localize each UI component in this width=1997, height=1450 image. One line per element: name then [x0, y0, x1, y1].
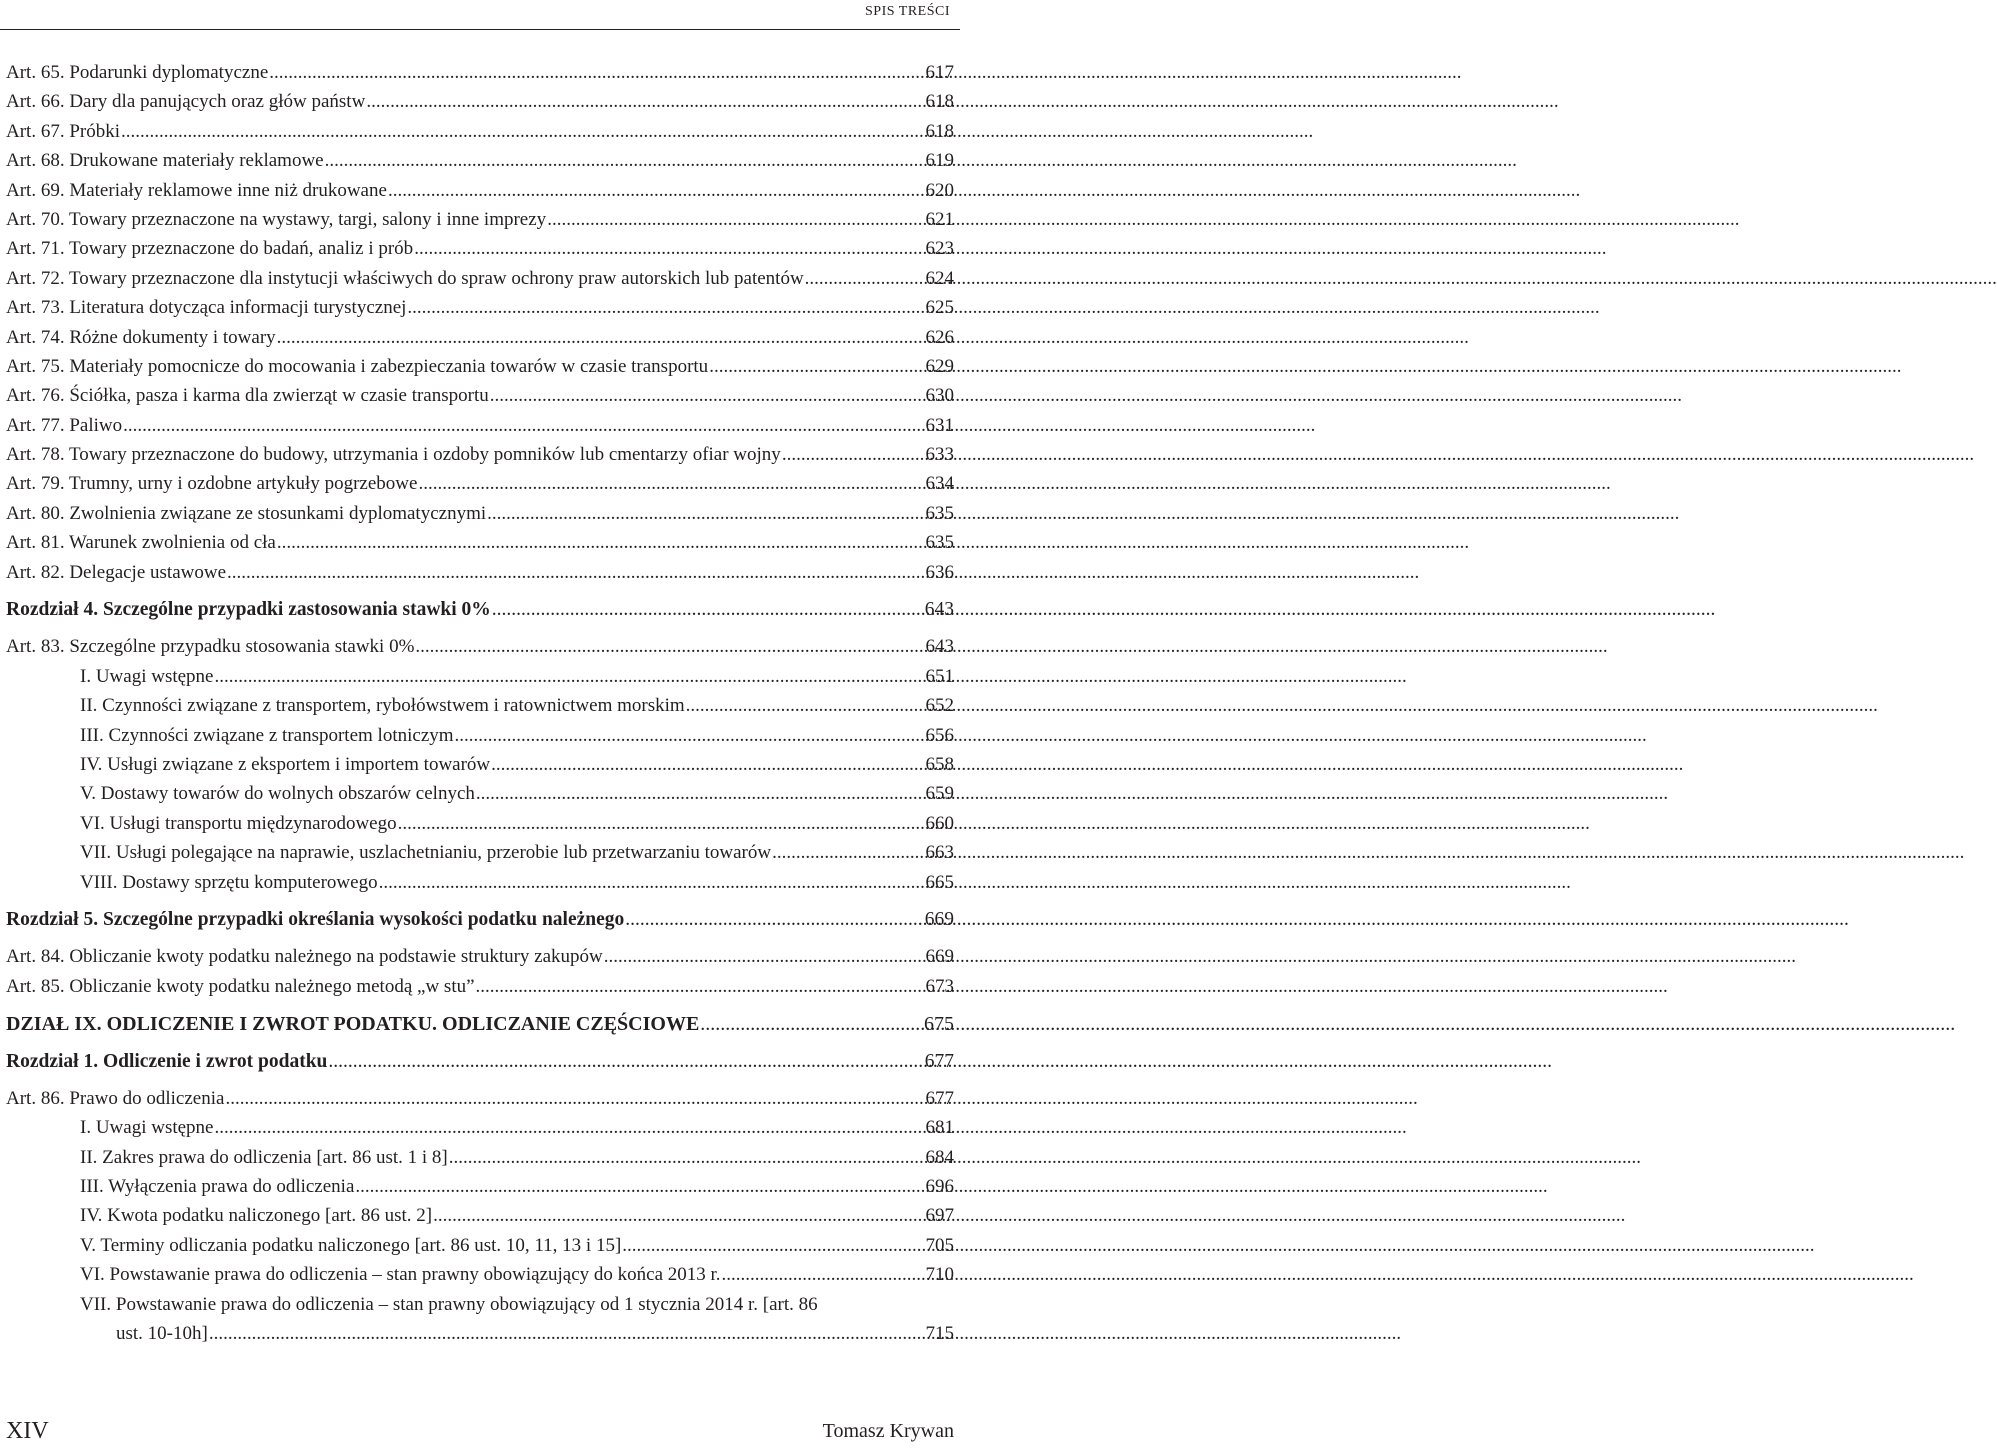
toc-entry-title: [6, 503, 486, 525]
toc-entry-text: Art. 86. Prawo do odliczenia: [6, 1087, 225, 1109]
toc-entry-title: [6, 444, 781, 466]
toc-entry-lead: Rozdział 4.: [6, 599, 99, 621]
toc-entry-text: II. Zakres prawa do odliczenia [art. 86 ust. 1 i 8]: [80, 1146, 448, 1168]
toc-entry-title: [6, 297, 406, 319]
toc-entry-text: VI. Powstawanie prawa do odliczenia – stan prawny obowiązujący do końca 2013 r.: [80, 1264, 721, 1286]
dot-leader: [604, 946, 925, 968]
dot-leader: [269, 62, 924, 84]
dot-leader: [490, 385, 925, 407]
toc-entry: [6, 473, 954, 502]
toc-entry-lead: Rozdział 5.: [6, 908, 99, 930]
toc-entry: [6, 268, 954, 297]
toc-entry-title: [6, 725, 454, 747]
toc-entry-title: [6, 783, 475, 805]
toc-entry-title: [6, 754, 490, 776]
toc-entry-page: 636: [925, 561, 954, 583]
toc-entry-page: 619: [925, 150, 954, 172]
toc-entry-text: Art. 82. Delegacje ustawowe: [6, 561, 227, 583]
toc-entry-title: [6, 1235, 621, 1257]
toc-entry-text: Art. 80. Zwolnienia związane ze stosunkami dyplomatycznymi: [6, 502, 487, 524]
toc-entry-page: 656: [925, 724, 954, 746]
toc-entry: [6, 1205, 954, 1234]
toc-entry-page: 635: [925, 532, 954, 554]
toc-entry-lead: Rozdział 1.: [6, 1050, 99, 1072]
toc-entry-title: [6, 327, 276, 349]
dot-leader: [277, 327, 925, 349]
toc-entry: [6, 695, 954, 724]
toc-entry-title: [6, 1013, 699, 1036]
dot-leader: [225, 1088, 924, 1110]
toc-entry-text: Art. 75. Materiały pomocnicze do mocowania i zabezpieczania towarów w czasie transportu: [6, 355, 709, 377]
dot-leader: [476, 976, 925, 998]
toc-entry: [6, 666, 954, 695]
toc-entry-page: 629: [925, 355, 954, 377]
toc-entry-title: [6, 946, 603, 968]
toc-entry: [6, 562, 954, 591]
toc-entry-page: 620: [925, 179, 954, 201]
toc-entry-title: [6, 636, 414, 658]
toc-entry-page: 665: [925, 871, 954, 893]
toc-entry: [6, 209, 954, 238]
toc-entry-page: 652: [925, 695, 954, 717]
toc-entry-title: [6, 1088, 224, 1110]
toc-entry-title: [6, 872, 378, 894]
dot-leader: [455, 725, 925, 747]
toc-entry-text: Szczególne przypadki zastosowania stawki 0%: [102, 599, 491, 621]
toc-entry-text: VIII. Dostawy sprzętu komputerowego: [80, 871, 378, 893]
toc-entry: [6, 444, 954, 473]
toc-entry: [6, 503, 954, 532]
dot-leader: [622, 1235, 924, 1257]
toc-entry-text: VII. Powstawanie prawa do odliczenia – stan prawny obowiązujący od 1 stycznia 2014 r. [art. 86: [80, 1293, 818, 1315]
toc-entry-text: Art. 70. Towary przeznaczone na wystawy, targi, salony i inne imprezy: [6, 208, 547, 230]
dot-leader: [805, 268, 925, 290]
dot-leader: [625, 909, 923, 931]
toc-entry-text: Art. 67. Próbki: [6, 120, 120, 142]
toc-entry-page: 715: [925, 1322, 954, 1344]
toc-entry-text: I. Uwagi wstępne: [80, 665, 214, 687]
toc-entry: [6, 783, 954, 812]
toc-entry-text: Art. 65. Podarunki dyplomatyczne: [6, 62, 269, 83]
dot-leader: [722, 1264, 925, 1286]
toc-entry-page: 681: [925, 1117, 954, 1139]
toc-entry: [6, 91, 954, 120]
toc-entry-page: 669: [924, 908, 954, 930]
toc-entry-title: [6, 695, 685, 717]
toc-entry: [6, 636, 954, 665]
toc-entry: [6, 62, 954, 91]
dot-leader: [709, 356, 924, 378]
toc-entry-text: Art. 83. Szczególne przypadku stosowania stawki 0%: [6, 636, 415, 658]
dot-leader: [123, 415, 924, 437]
dot-leader: [487, 503, 924, 525]
toc-entry-text: Art. 66. Dary dla panujących oraz głów państw: [6, 91, 366, 113]
toc-entry: [6, 976, 954, 1005]
toc-entry: [6, 327, 954, 356]
toc-entry-title: [6, 385, 489, 407]
toc-entry-text: Art. 69. Materiały reklamowe inne niż drukowane: [6, 179, 387, 201]
toc-entry-page: 697: [925, 1205, 954, 1227]
toc-entry-text: IV. Kwota podatku naliczonego [art. 86 ust. 2]: [80, 1205, 433, 1227]
toc-entry: [6, 415, 954, 444]
toc-entry-page: 643: [925, 636, 954, 658]
dot-leader: [415, 636, 924, 658]
toc-entry-page: 673: [925, 975, 954, 997]
toc-entry: [6, 872, 954, 901]
dot-leader: [328, 1051, 923, 1073]
toc-entry-title: [6, 121, 120, 143]
toc-entry: [6, 842, 954, 871]
toc-entry: [6, 1323, 954, 1352]
dot-leader: [418, 473, 924, 495]
dot-leader: [209, 1323, 925, 1345]
toc-entry-title: [6, 356, 708, 378]
toc-entry-text: Art. 81. Warunek zwolnienia od cła: [6, 532, 276, 554]
toc-entry: [6, 532, 954, 561]
toc-entry: [6, 1294, 954, 1323]
toc-entry-title: [6, 91, 365, 113]
toc-entry-page: 626: [925, 326, 954, 348]
dot-leader: [700, 1013, 923, 1036]
toc-entry-title: [6, 1051, 327, 1073]
toc-entry-text: Art. 77. Paliwo: [6, 414, 123, 436]
toc-entry: [6, 356, 954, 385]
toc-entry: [6, 121, 954, 150]
toc-entry-text: Art. 85. Obliczanie kwoty podatku należnego metodą „w stu”: [6, 975, 475, 997]
dot-leader: [366, 91, 924, 113]
toc-entry-title: [6, 473, 417, 495]
toc-entry-title: [6, 209, 546, 231]
toc-entry: [6, 1235, 954, 1264]
toc-entry-title: [6, 813, 397, 835]
toc-entry: [6, 946, 954, 975]
toc-entry: [6, 1147, 954, 1176]
toc-entry-title: [6, 1176, 354, 1198]
toc-entry-page: 633: [925, 444, 954, 466]
toc-entry-title: [6, 666, 214, 688]
toc-entry: [6, 754, 954, 783]
toc-entry-text: Art. 84. Obliczanie kwoty podatku należnego na podstawie struktury zakupów: [6, 946, 603, 968]
toc-entry-page: 677: [925, 1087, 954, 1109]
toc-entry-text: Odliczenie i zwrot podatku: [102, 1050, 328, 1072]
toc-entry: [6, 1176, 954, 1205]
toc-entry-page: 659: [925, 783, 954, 805]
dot-leader: [407, 297, 924, 319]
toc-entry: [6, 725, 954, 754]
toc-entry-text: III. Wyłączenia prawa do odliczenia: [80, 1176, 355, 1198]
dot-leader: [547, 209, 924, 231]
dot-leader: [782, 444, 925, 466]
dot-leader: [449, 1147, 925, 1169]
toc-entry-text: Art. 68. Drukowane materiały reklamowe: [6, 150, 324, 172]
toc-entry: [6, 180, 954, 209]
toc-entry-page: 617: [925, 62, 954, 83]
toc-entry-title: [6, 1294, 818, 1316]
toc-entry-title: [6, 62, 268, 84]
toc-entry: [6, 385, 954, 414]
toc-entry-text: I. Uwagi wstępne: [80, 1117, 214, 1139]
dot-leader: [355, 1176, 924, 1198]
toc-entry: [6, 238, 954, 267]
toc-entry-text: Art. 79. Trumny, urny i ozdobne artykuły pogrzebowe: [6, 473, 418, 495]
dot-leader: [433, 1205, 924, 1227]
toc-entry-page: 643: [924, 599, 954, 621]
dot-leader: [772, 842, 924, 864]
toc-entry-title: [6, 1147, 448, 1169]
toc-entry-page: 631: [925, 414, 954, 436]
running-header: SPIS TREŚCI: [865, 4, 950, 19]
toc-entry-page: 635: [925, 502, 954, 524]
toc-entry-text: Art. 76. Ściółka, pasza i karma dla zwierząt w czasie transportu: [6, 385, 489, 407]
toc-entry-text: II. Czynności związane z transportem, rybołówstwem i ratownictwem morskim: [80, 695, 685, 717]
header-rule: [0, 29, 960, 30]
toc-entry-lead: DZIAŁ IX.: [6, 1013, 102, 1036]
toc-entry: [6, 909, 954, 938]
dot-leader: [325, 150, 925, 172]
dot-leader: [491, 754, 924, 776]
toc-entry-page: 669: [925, 946, 954, 968]
toc-entry-title: [6, 415, 122, 437]
toc-entry-text: V. Terminy odliczania podatku naliczonego [art. 86 ust. 10, 11, 13 i 15]: [80, 1234, 622, 1256]
toc-entry-page: 696: [925, 1176, 954, 1198]
dot-leader: [215, 1117, 925, 1139]
toc-entry-title: [6, 532, 276, 554]
toc-entry: [6, 150, 954, 179]
toc-entry: [6, 297, 954, 326]
toc-entry-text: Art. 72. Towary przeznaczone dla instytucji właściwych do spraw ochrony praw autorskich lub patentów: [6, 267, 804, 289]
dot-leader: [227, 562, 924, 584]
toc-entry-title: [6, 1205, 432, 1227]
toc-entry-page: 710: [925, 1264, 954, 1286]
toc-entry-title: [6, 562, 226, 584]
toc-entry: [6, 599, 954, 628]
toc-entry-text: Art. 73. Literatura dotycząca informacji turystycznej: [6, 297, 407, 319]
toc-entry-title: [6, 238, 413, 260]
toc-entry-page: 621: [925, 208, 954, 230]
author-name: Tomasz Krywan: [822, 1420, 954, 1442]
toc-entry: [6, 1117, 954, 1146]
toc-entry-page: 623: [925, 238, 954, 260]
toc-entry-title: [6, 1264, 721, 1286]
toc-entry: [6, 1013, 954, 1042]
toc-entry-text: VII. Usługi polegające na naprawie, uszlachetnianiu, przerobie lub przetwarzaniu towarów: [80, 842, 772, 864]
toc-entry-text: ust. 10-10h]: [116, 1322, 208, 1344]
toc-entry-text: III. Czynności związane z transportem lotniczym: [80, 724, 454, 746]
toc-entry-title: [6, 180, 387, 202]
toc-entry-page: 630: [925, 385, 954, 407]
toc-entry-title: [6, 599, 491, 621]
toc-entry: [6, 1088, 954, 1117]
toc-entry-page: 684: [925, 1146, 954, 1168]
dot-leader: [277, 532, 925, 554]
dot-leader: [398, 813, 925, 835]
toc-entry-page: 625: [925, 297, 954, 319]
dot-leader: [476, 783, 925, 805]
dot-leader: [121, 121, 925, 143]
toc-entry-page: 624: [925, 267, 954, 289]
toc-entry-text: V. Dostawy towarów do wolnych obszarów celnych: [80, 783, 475, 805]
toc-entry-page: 618: [925, 91, 954, 113]
toc-entry-title: [6, 976, 475, 998]
toc-entry-text: VI. Usługi transportu międzynarodowego: [80, 812, 397, 834]
toc-entry-page: 651: [925, 665, 954, 687]
toc-entry: [6, 1264, 954, 1293]
toc-entry-text: Art. 71. Towary przeznaczone do badań, analiz i prób: [6, 238, 414, 260]
toc-entry-page: 660: [925, 812, 954, 834]
dot-leader: [215, 666, 925, 688]
toc-entry-title: [6, 150, 324, 172]
toc-entry-page: 675: [924, 1013, 954, 1036]
page-number: XIV: [6, 1418, 49, 1444]
dot-leader: [388, 180, 925, 202]
toc-entry-page: 677: [924, 1050, 954, 1072]
dot-leader: [379, 872, 925, 894]
dot-leader: [492, 599, 924, 621]
toc-entry-title: [6, 1117, 214, 1139]
toc-entry-text: IV. Usługi związane z eksportem i importem towarów: [80, 753, 491, 775]
toc-entry-title: [6, 842, 771, 864]
toc-entry-page: 705: [925, 1234, 954, 1256]
toc-entry-page: 618: [925, 120, 954, 142]
toc-entry-text: ODLICZENIE I ZWROT PODATKU. ODLICZANIE CZĘŚCIOWE: [106, 1013, 700, 1036]
toc-entry-text: Art. 78. Towary przeznaczone do budowy, utrzymania i ozdoby pomników lub cmentarzy ofiar wojny: [6, 444, 781, 466]
table-of-contents: [6, 62, 954, 1352]
dot-leader: [414, 238, 924, 260]
toc-entry-page: 658: [925, 753, 954, 775]
toc-entry-title: [6, 268, 804, 290]
toc-entry-text: Art. 74. Różne dokumenty i towary: [6, 326, 276, 348]
toc-entry-title: [6, 1323, 208, 1345]
toc-entry-title: [6, 909, 624, 931]
toc-entry-text: Szczególne przypadki określania wysokości podatku należnego: [102, 908, 625, 930]
dot-leader: [686, 695, 925, 717]
toc-entry-page: 634: [925, 473, 954, 495]
toc-entry: [6, 813, 954, 842]
toc-entry: [6, 1051, 954, 1080]
toc-entry-page: 663: [925, 842, 954, 864]
